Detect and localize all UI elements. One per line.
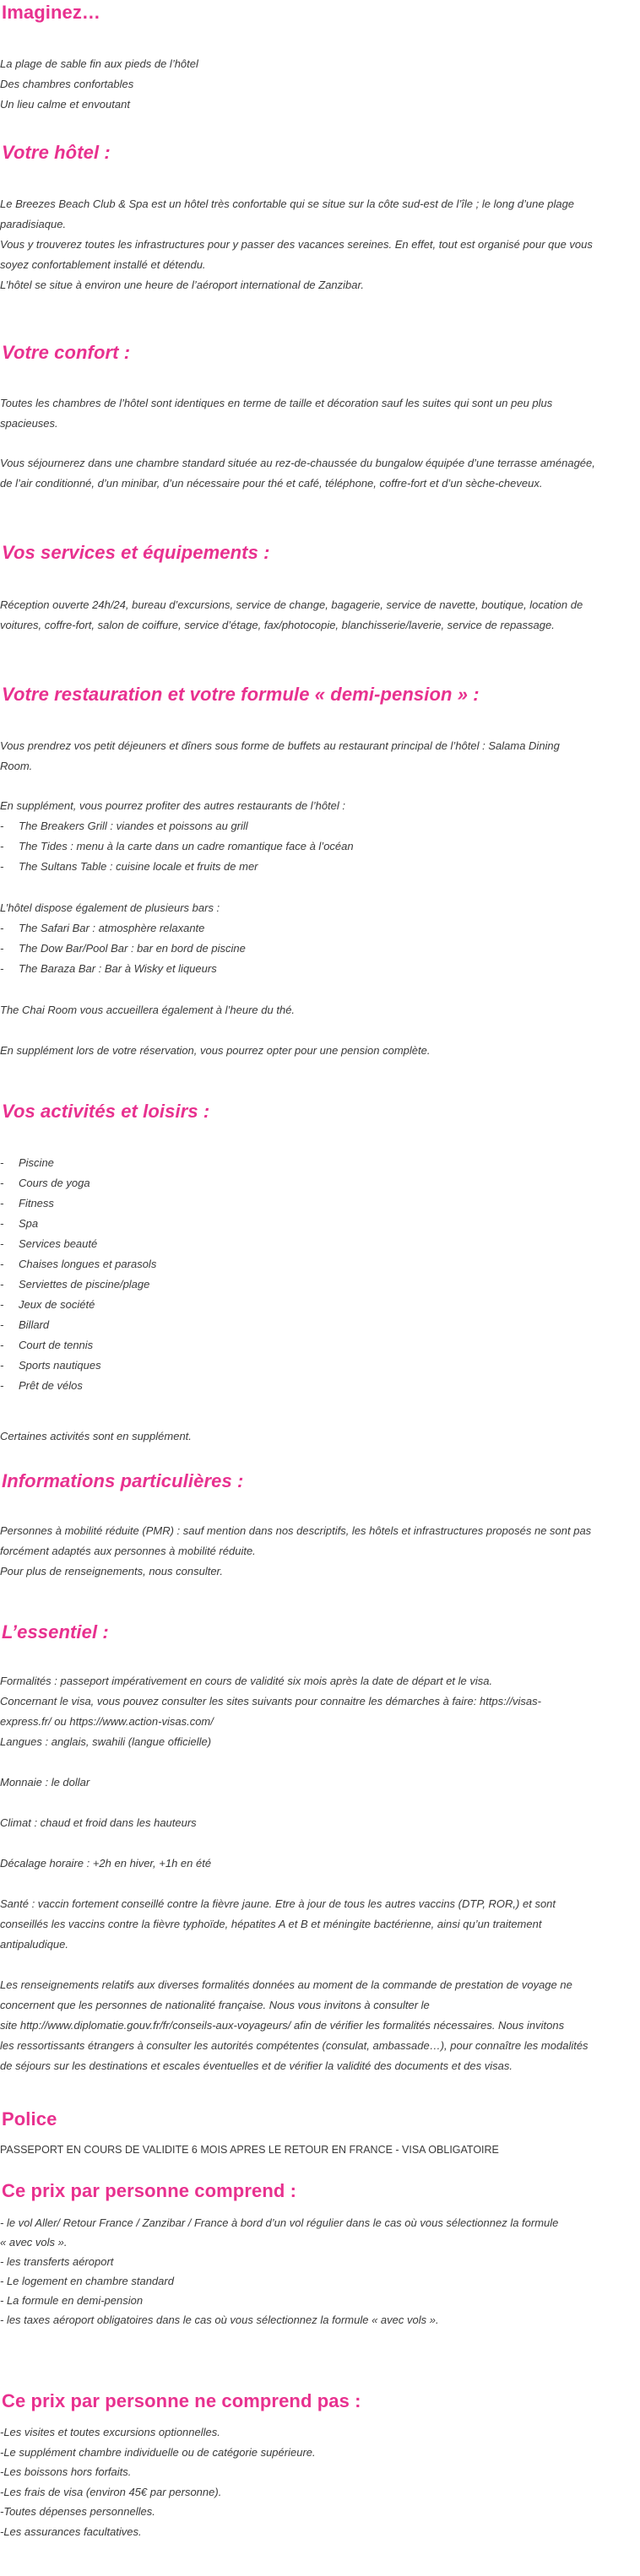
activite-label: Prêt de vélos bbox=[19, 1379, 83, 1392]
hotel-line: Vous y trouverez toutes les infrastructures pour y passer des vacances sereines. En effet, tout est organisé pour que vous bbox=[0, 238, 593, 251]
intro-title: Imaginez… bbox=[2, 2, 101, 23]
bar-label: The Safari Bar : atmosphère relaxante bbox=[19, 922, 205, 934]
hotel-line: L’hôtel se situe à environ une heure de l’aéroport international de Zanzibar. bbox=[0, 279, 364, 291]
restaurant-label: The Sultans Table : cuisine locale et fruits de mer bbox=[19, 860, 258, 873]
bar-item: - The Safari Bar : atmosphère relaxante bbox=[0, 922, 205, 934]
renseignements-line: Les renseignements relatifs aux diverses formalités données au moment de la commande de prestation de voyage ne bbox=[0, 1978, 572, 1991]
services-line: voitures, coffre-fort, salon de coiffure, service d’étage, fax/photocopie, blanchisserie/laverie, service de repassage. bbox=[0, 619, 555, 631]
activite-item: - Sports nautiques bbox=[0, 1359, 101, 1372]
ne-comprend-line: -Les frais de visa (environ 45€ par personne). bbox=[0, 2485, 222, 2498]
activite-label: Jeux de société bbox=[19, 1298, 95, 1311]
restauration-title: Votre restauration et votre formule « demi-pension » : bbox=[2, 684, 480, 705]
activite-item: - Court de tennis bbox=[0, 1339, 94, 1351]
monnaie: Monnaie : le dollar bbox=[0, 1776, 90, 1789]
activites-note: Certaines activités sont en supplément. bbox=[0, 1430, 192, 1442]
bar-item: - The Dow Bar/Pool Bar : bar en bord de piscine bbox=[0, 942, 246, 955]
hotel-line: paradisiaque. bbox=[0, 218, 67, 230]
activite-item: - Cours de yoga bbox=[0, 1177, 90, 1189]
sante-line: conseillés les vaccins contre la fièvre typhoïde, hépatites A et B et méningite bactérienne, ainsi qu’un traitement bbox=[0, 1918, 542, 1930]
ne-comprend-line: -Toutes dépenses personnelles. bbox=[0, 2505, 155, 2518]
services-line: Réception ouverte 24h/24, bureau d’excursions, service de change, bagagerie, service de navette, boutique, location de bbox=[0, 598, 583, 611]
activite-item: - Billard bbox=[0, 1318, 50, 1331]
activite-label: Serviettes de piscine/plage bbox=[19, 1278, 150, 1291]
restaurants-intro: En supplément, vous pourrez profiter des autres restaurants de l’hôtel : bbox=[0, 799, 345, 812]
comprend-line: - La formule en demi-pension bbox=[0, 2294, 144, 2307]
formalites-line: Concernant le visa, vous pouvez consulter les sites suivants pour connaitre les démarches à faire: https://visas- bbox=[0, 1695, 541, 1707]
bar-label: The Dow Bar/Pool Bar : bar en bord de piscine bbox=[19, 942, 246, 955]
activites-title: Vos activités et loisirs : bbox=[2, 1101, 210, 1122]
hotel-title: Votre hôtel : bbox=[2, 142, 111, 163]
services-text bbox=[0, 595, 635, 636]
hotel-text bbox=[0, 194, 635, 295]
ne-comprend-title: Ce prix par personne ne comprend pas : bbox=[2, 2390, 361, 2411]
infos-line: Personnes à mobilité réduite (PMR) : sauf mention dans nos descriptifs, les hôtels et infrastructures proposés ne sont pas bbox=[0, 1524, 592, 1537]
activite-label: Spa bbox=[19, 1217, 39, 1230]
activite-item: - Jeux de société bbox=[0, 1298, 95, 1311]
bars-block bbox=[0, 898, 635, 979]
hotel-line: Le Breezes Beach Club & Spa est un hôtel très confortable qui se situe sur la côte sud-est de l’île ; le long d’une plage bbox=[0, 198, 575, 210]
ne-comprend-line: -Les boissons hors forfaits. bbox=[0, 2465, 132, 2478]
intro-line: La plage de sable fin aux pieds de l’hôtel bbox=[0, 57, 198, 70]
confort-para-2 bbox=[0, 453, 635, 494]
activite-item: - Serviettes de piscine/plage bbox=[0, 1278, 150, 1291]
comprend-line: - Le logement en chambre standard bbox=[0, 2275, 174, 2287]
restauration-line: Vous prendrez vos petit déjeuners et dîners sous forme de buffets au restaurant principal de l’hôtel : Salama Dining bbox=[0, 739, 560, 752]
restauration-line: Room. bbox=[0, 760, 33, 772]
confort-para-1 bbox=[0, 393, 635, 434]
renseignements-line: site http://www.diplomatie.gouv.fr/fr/conseils-aux-voyageurs/ afin de vérifier les formalités nécessaires. Nous invitons bbox=[0, 2019, 565, 2032]
intro-text bbox=[0, 54, 635, 115]
activites-list bbox=[0, 1153, 635, 1396]
comprend-line: « avec vols ». bbox=[0, 2236, 68, 2249]
ne-comprend-list bbox=[0, 2422, 635, 2541]
comprend-list bbox=[0, 2213, 635, 2330]
infos-title: Informations particulières : bbox=[2, 1470, 244, 1491]
confort-line: Toutes les chambres de l’hôtel sont identiques en terme de taille et décoration sauf les suites qui sont un peu plus bbox=[0, 397, 553, 409]
activite-label: Fitness bbox=[19, 1197, 54, 1210]
activite-label: Chaises longues et parasols bbox=[19, 1258, 157, 1270]
intro-line: Des chambres confortables bbox=[0, 78, 134, 90]
restaurant-item: - The Breakers Grill : viandes et poissons au grill bbox=[0, 820, 248, 832]
comprend-line: - le vol Aller/ Retour France / Zanzibar / France à bord d’un vol régulier dans le cas où vous sélectionnez la formule bbox=[0, 2216, 559, 2229]
confort-title: Votre confort : bbox=[2, 342, 131, 363]
confort-line: Vous séjournerez dans une chambre standard située au rez-de-chaussée du bungalow équipée d’une terrasse aménagée, bbox=[0, 457, 595, 469]
activite-item: - Spa bbox=[0, 1217, 39, 1230]
decalage-horaire: Décalage horaire : +2h en hiver, +1h en été bbox=[0, 1857, 212, 1870]
climat: Climat : chaud et froid dans les hauteurs bbox=[0, 1816, 197, 1829]
restaurant-label: The Breakers Grill : viandes et poissons au grill bbox=[19, 820, 248, 832]
activite-label: Sports nautiques bbox=[19, 1359, 101, 1372]
chai-room: The Chai Room vous accueillera également à l’heure du thé. bbox=[0, 1004, 296, 1016]
infos-text bbox=[0, 1521, 635, 1582]
activite-label: Services beauté bbox=[19, 1237, 98, 1250]
hotel-line: soyez confortablement installé et détendu. bbox=[0, 258, 206, 271]
pension-note: En supplément lors de votre réservation, vous pourrez opter pour une pension complète. bbox=[0, 1044, 431, 1057]
formalites-line: express.fr/ ou https://www.action-visas.com/ bbox=[0, 1715, 214, 1728]
activite-label: Court de tennis bbox=[19, 1339, 94, 1351]
essentiel-title: L’essentiel : bbox=[2, 1621, 109, 1642]
bar-item: - The Baraza Bar : Bar à Wisky et liqueurs bbox=[0, 962, 217, 975]
activite-item: - Prêt de vélos bbox=[0, 1379, 83, 1392]
comprend-title: Ce prix par personne comprend : bbox=[2, 2180, 297, 2201]
sante bbox=[0, 1894, 635, 1955]
infos-line: forcément adaptés aux personnes à mobilité réduite. bbox=[0, 1545, 256, 1557]
police-title: Police bbox=[2, 2108, 57, 2130]
sante-line: antipaludique. bbox=[0, 1938, 68, 1951]
comprend-line: - les transferts aéroport bbox=[0, 2255, 114, 2268]
activite-label: Billard bbox=[19, 1318, 50, 1331]
formalites-line: Formalités : passeport impérativement en cours de validité six mois après la date de départ et le visa. bbox=[0, 1675, 493, 1687]
confort-line: spacieuses. bbox=[0, 417, 58, 430]
renseignements-line: les ressortissants étrangers à consulter les autorités compétentes (consulat, ambassade…), pour connaître les modalités bbox=[0, 2039, 588, 2052]
activite-item: - Services beauté bbox=[0, 1237, 98, 1250]
bars-intro: L’hôtel dispose également de plusieurs bars : bbox=[0, 901, 220, 914]
activite-item: - Fitness bbox=[0, 1197, 54, 1210]
renseignements bbox=[0, 1975, 635, 2076]
comprend-line: - les taxes aéroport obligatoires dans le cas où vous sélectionnez la formule « avec vols ». bbox=[0, 2314, 439, 2326]
activite-label: Piscine bbox=[19, 1156, 54, 1169]
restaurant-label: The Tides : menu à la carte dans un cadre romantique face à l’océan bbox=[19, 840, 354, 852]
intro-line: Un lieu calme et envoutant bbox=[0, 98, 130, 111]
bar-label: The Baraza Bar : Bar à Wisky et liqueurs bbox=[19, 962, 217, 975]
ne-comprend-line: -Les visites et toutes excursions optionnelles. bbox=[0, 2426, 220, 2438]
police-text: PASSEPORT EN COURS DE VALIDITE 6 MOIS APRES LE RETOUR EN FRANCE - VISA OBLIGATOIRE bbox=[0, 2144, 499, 2156]
activite-item: - Piscine bbox=[0, 1156, 54, 1169]
ne-comprend-line: -Le supplément chambre individuelle ou de catégorie supérieure. bbox=[0, 2445, 316, 2459]
infos-line: Pour plus de renseignements, nous consulter. bbox=[0, 1565, 224, 1578]
restauration-intro bbox=[0, 736, 635, 777]
sante-line: Santé : vaccin fortement conseillé contre la fièvre jaune. Etre à jour de tous les autres vaccins (DTP, ROR,) et sont bbox=[0, 1897, 556, 1910]
restaurant-item: - The Tides : menu à la carte dans un cadre romantique face à l’océan bbox=[0, 840, 354, 852]
activite-label: Cours de yoga bbox=[19, 1177, 90, 1189]
restaurants-block bbox=[0, 796, 635, 877]
restaurant-item: - The Sultans Table : cuisine locale et fruits de mer bbox=[0, 860, 258, 873]
renseignements-line: concernent que les personnes de nationalité française. Nous vous invitons à consulter le bbox=[0, 1999, 430, 2011]
langues: Langues : anglais, swahili (langue officielle) bbox=[0, 1735, 212, 1748]
services-title: Vos services et équipements : bbox=[2, 542, 270, 563]
activite-item: - Chaises longues et parasols bbox=[0, 1258, 157, 1270]
renseignements-line: de séjours sur les destinations et escales éventuelles et de vérifier la validité des documents et des visas. bbox=[0, 2059, 513, 2072]
ne-comprend-line: -Les assurances facultatives. bbox=[0, 2525, 142, 2538]
confort-line: de l’air conditionné, d’un minibar, d’un nécessaire pour thé et café, téléphone, coffre-fort et d’un sèche-cheveux. bbox=[0, 477, 543, 490]
formalites bbox=[0, 1671, 635, 1732]
